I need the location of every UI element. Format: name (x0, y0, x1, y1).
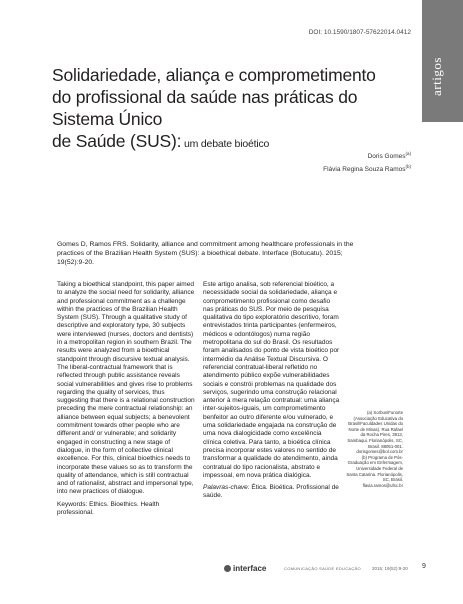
keywords-english: Keywords: Ethics. Bioethics. Health professional. (57, 500, 160, 517)
abstract-text: Taking a bioethical standpoint, this paper aimed to analyze the social need for solidarity, alliance and professional commitment as a challenge within the practices of the Brazilian Health System (SUS). Through a qualitative study of descriptive and exploratory type, 30 subjects were interviewed (nurses, doctors and dentists) in a metropolitan region in southern Brazil. The results were analyzed from a bioethical standpoint through discursive textual analysis. The liberal-contractual framework that is reflected through public assistance reveals social vulnerabilities and gives rise to problems regarding the quality of services, thus suggesting that there is a relational construction preceding the mere contractual relationship: an alliance between equal subjects; a benevolent commitment towards other people who are different and/ or vulnerable; and solidarity engaged in constructing a new stage of dialogue, in the form of collective clinical excellence. For this, clinical bioethics needs to incorporate these values so as to transform the quality of attendance, which is still contractual and of rationalist, abstract and impersonal type, into new practices of dialogue. (57, 281, 195, 496)
keywords-label: Palavras-chave: (203, 484, 250, 492)
affiliation: (a) Sorbus/Funorte (Associação Educativa do Brasil/Faculdades Unidas do Norte de Minas). Rua Rafael da Rocha Pires, 3913, Sambaqui. Florianópolis, SC, Brasil. 88051-001. dorisgomes@bol.com.br (347, 410, 403, 455)
doi: DOI: 10.1590/1807-57622014.0412 (308, 29, 411, 36)
abstract-portuguese (203, 281, 341, 501)
affiliation: (b) Programa de Pós-Graduação em Enfermagem, Universidade Federal de Santa Catarina. Florianópolis, SC, Brasil. flavia.ramos@ufsc.br (346, 454, 403, 488)
author-name: Doris Gomes (367, 153, 406, 161)
section-tab (422, 0, 463, 122)
abstract-english (57, 281, 195, 517)
title-line-3-text: de Saúde (SUS): (52, 131, 182, 151)
title-subtitle: um debate bioético (181, 138, 270, 150)
author (323, 149, 411, 162)
section-sidebar (422, 0, 463, 604)
author-list (323, 149, 411, 175)
article-title (52, 64, 422, 155)
page-number: 9 (422, 563, 426, 570)
keywords-values: Ética. Bioética. Profissional de saúde. (203, 484, 339, 500)
keywords-portuguese (203, 484, 341, 501)
title-line-1: Solidariedade, aliança e comprometimento (52, 65, 376, 85)
journal-tagline: COMUNICAÇÃO SAÚDE EDUCAÇÃO (284, 566, 361, 571)
resumo-text: Este artigo analisa, sob referencial bioético, a necessidade social da solidariedade, aliança e comprometimento profissional como desafio nas práticas do SUS. Por meio de pesquisa qualitativa do tipo exploratório descritivo, foram entrevistados trinta participantes (enfermeiros, médicos e odontólogos) numa região metropolitana do sul do Brasil. Os resultados foram analisados do ponto de vista bioético por intermédio da Análise Textual Discursiva. O referencial contratual-liberal refletido no atendimento público expõe vulnerabilidades sociais e constrói problemas na qualidade dos serviços, sugerindo uma construção relacional anterior à mera relação contratual: uma aliança inter-sujeitos-iguais, um comprometimento benfeitor ao outro diferente e/ou vulnerado, e uma solidariedade engajada na construção de uma nova dialogicidade como excelência clínica coletiva. Para tanto, a bioética clínica precisa incorporar estes valores no sentido de transformar a qualidade do atendimento, ainda contratual do tipo racionalista, abstrato e impessoal, em nova prática dialógica. (203, 281, 340, 479)
affiliations (345, 410, 403, 488)
citation: Gomes D, Ramos FRS. Solidarity, alliance and commitment among healthcare professionals in the practices of the Brazilian Health System (SUS): a bioethical debate. Interface (Botucatu). 2015; 19(52):9-20. (57, 241, 354, 266)
page-footer (224, 563, 434, 577)
author (323, 162, 411, 175)
journal-logo (224, 564, 266, 573)
author-name: Flávia Regina Souza Ramos (323, 166, 406, 174)
logo-dot-icon (224, 565, 231, 572)
section-label: artigos (429, 57, 444, 96)
issue-reference: 2015; 19(52):9-20 (372, 566, 408, 571)
journal-logo-text: interface (233, 564, 267, 573)
author-affil-marker: (a) (405, 151, 411, 156)
author-affil-marker: (b) (405, 164, 411, 170)
title-line-2: do profissional da saúde nas práticas do Sistema Único (52, 87, 358, 129)
